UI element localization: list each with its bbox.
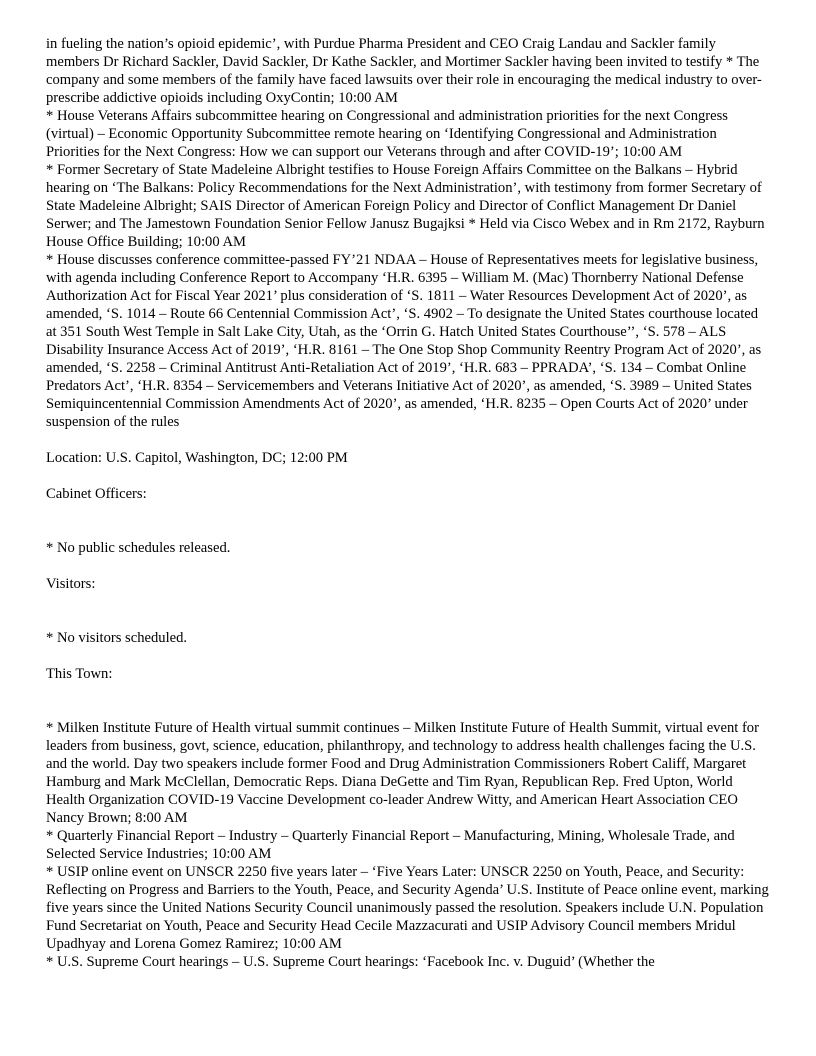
visitors-heading: Visitors: [46, 576, 96, 592]
cabinet-heading: Cabinet Officers: [46, 486, 147, 502]
event-entry-supreme-court: * U.S. Supreme Court hearings – U.S. Supreme Court hearings: ‘Facebook Inc. v. Duguid’ (Whether the [46, 954, 655, 970]
spacer [46, 557, 770, 575]
event-entry-quarterly-financial-report: * Quarterly Financial Report – Industry – Quarterly Financial Report – Manufacturing, Mining, Wholesale Trade, and Selected Service Industries; 10:00 AM [46, 828, 735, 862]
event-entry-usip-event: * USIP online event on UNSCR 2250 five years later – ‘Five Years Later: UNSCR 2250 on Youth, Peace, and Security: Reflecting on Progress and Barriers to the Youth, Peace, and Security Agenda’ U.S. Institute of Peace online event, marking five years since the United Nations Security Council unanimously passed the resolution. Speakers include U.N. Population Fund Secretariat on Youth, Peace and Security Head Cecile Mazzacurati and USIP Advisory Council members Mridul Upadhyay and Lorena Gomez Ramirez; 10:00 AM [46, 864, 769, 952]
spacer [46, 503, 770, 539]
house-events-block [46, 35, 770, 431]
spacer [46, 593, 770, 629]
document-page [46, 35, 770, 971]
spacer [46, 467, 770, 485]
event-entry-albright-testimony: * Former Secretary of State Madeleine Albright testifies to House Foreign Affairs Committee on the Balkans – Hybrid hearing on ‘The Balkans: Policy Recommendations for the Next Administration’, with testimony from former Secretary of State Madeleine Albright; SAIS Director of American Foreign Policy and Director of Conflict Management Dr Daniel Serwer; and The Jamestown Foundation Senior Fellow Janusz Bugajksi * Held via Cisco Webex and in Rm 2172, Rayburn House Office Building; 10:00 AM [46, 162, 765, 250]
cabinet-item: * No public schedules released. [46, 540, 231, 556]
town-events-block [46, 719, 770, 971]
event-entry-opioid-hearing: in fueling the nation’s opioid epidemic’, with Purdue Pharma President and CEO Craig Landau and Sackler family members Dr Richard Sackler, David Sackler, Dr Kathe Sackler, and Mortimer Sackler having been invited to testify * The company and some members of the family have faced lawsuits over their role in encouraging the medical industry to over-prescribe addictive opioids including OxyContin; 10:00 AM [46, 36, 762, 106]
spacer [46, 683, 770, 719]
spacer [46, 647, 770, 665]
event-entry-ndaa-house: * House discusses conference committee-passed FY’21 NDAA – House of Representatives meets for legislative business, with agenda including Conference Report to Accompany ‘H.R. 6395 – William M. (Mac) Thornberry National Defense Authorization Act for Fiscal Year 2021’ plus consideration of ‘S. 1811 – Water Resources Development Act of 2020’, as amended, ‘S. 1014 – Route 66 Centennial Commission Act’, ‘S. 4902 – To designate the United States courthouse located at 351 South West Temple in Salt Lake City, Utah, as the ‘Orrin G. Hatch United States Courthouse’’, ‘S. 578 – ALS Disability Insurance Access Act of 2019’, ‘H.R. 8161 – The One Stop Shop Community Reentry Program Act of 2020’, as amended, ‘S. 2258 – Criminal Antitrust Anti-Retaliation Act of 2019’, ‘H.R. 683 – PPRADA’, ‘S. 134 – Combat Online Predators Act’, ‘H.R. 8354 – Servicemembers and Veterans Initiative Act of 2020’, as amended, ‘S. 3989 – United States Semiquincentennial Commission Amendments Act of 2020’, as amended, ‘H.R. 8235 – Open Courts Act of 2020’ under suspension of the rules [46, 252, 762, 430]
location-line: Location: U.S. Capitol, Washington, DC; 12:00 PM [46, 450, 348, 466]
town-heading: This Town: [46, 666, 113, 682]
spacer [46, 431, 770, 449]
event-entry-veterans-hearing: * House Veterans Affairs subcommittee hearing on Congressional and administration priorities for the next Congress (virtual) – Economic Opportunity Subcommittee remote hearing on ‘Identifying Congressional and Administration Priorities for the Next Congress: How we can support our Veterans through and after COVID-19’; 10:00 AM [46, 108, 728, 160]
event-entry-milken-summit: * Milken Institute Future of Health virtual summit continues – Milken Institute Future of Health Summit, virtual event for leaders from business, govt, science, education, philanthropy, and technology to address health challenges facing the U.S. and the world. Day two speakers include former Food and Drug Administration Commissioners Robert Califf, Margaret Hamburg and Mark McClellan, Democratic Reps. Diana DeGette and Tim Ryan, Republican Rep. Fred Upton, World Health Organization COVID-19 Vaccine Development co-leader Andrew Witty, and American Heart Association CEO Nancy Brown; 8:00 AM [46, 720, 759, 826]
visitors-item: * No visitors scheduled. [46, 630, 188, 646]
